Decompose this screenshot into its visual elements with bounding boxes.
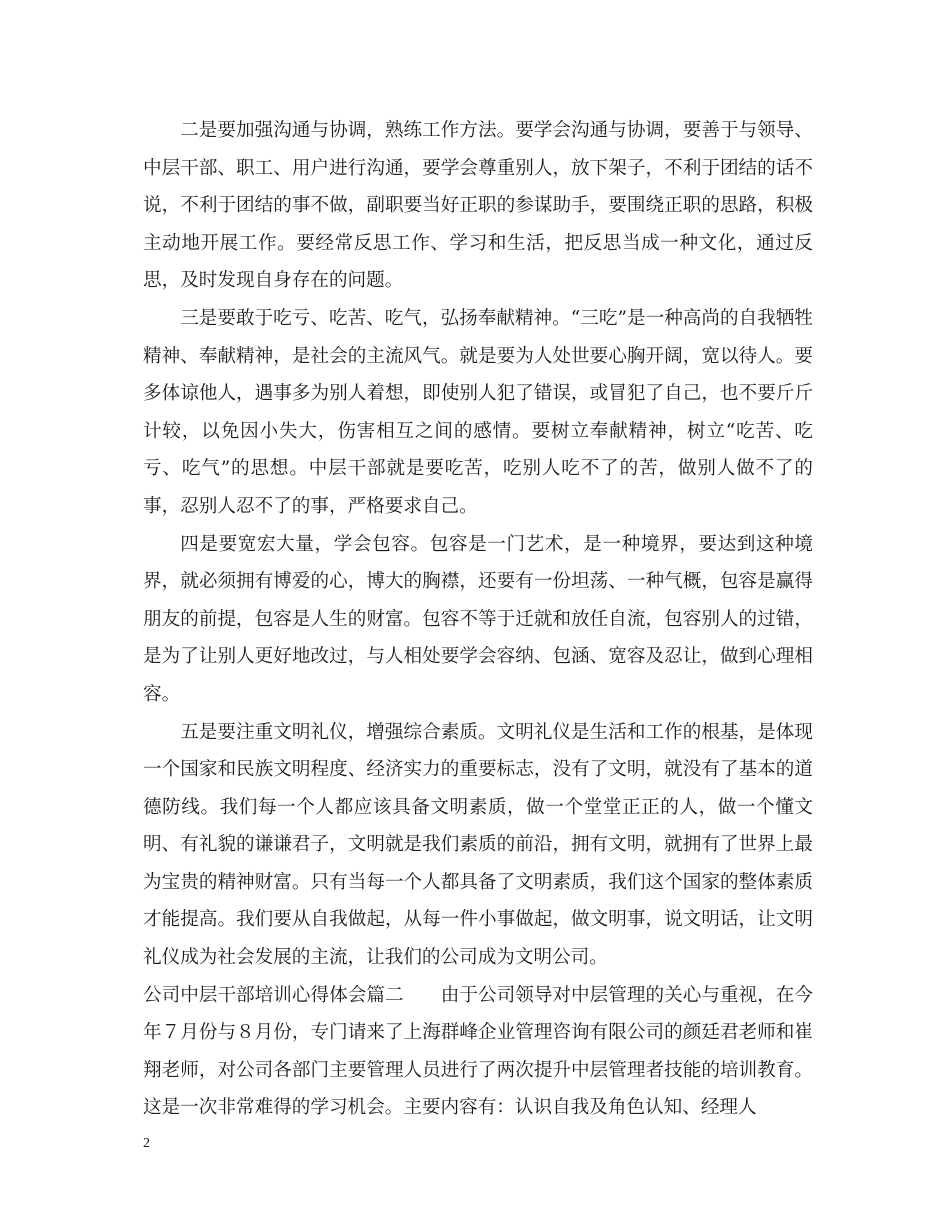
section-text: 由于公司领导对中层管理的关心与重视，在今年７月份与８月份，专门请来了上海群峰企业管理咨询有限公司的颜廷君老师和崔翔老师，对公司各部门主要管理人员进行了两次提升中层管理者技能的培训教育。这是一次非常难得的学习机会。主要内容有：认识自我及角色认知、经理人 — [143, 984, 813, 1119]
section-title: 公司中层干部培训心得体会篇二 — [143, 984, 404, 1006]
paragraph-section-two — [143, 977, 813, 1127]
paragraph-communication: 二是要加强沟通与协调，熟练工作方法。要学会沟通与协调，要善于与领导、中层干部、职工、用户进行沟通，要学会尊重别人，放下架子，不利于团结的话不说，不利于团结的事不做，副职要当好正职的参谋助手，要围绕正职的思路，积极主动地开展工作。要经常反思工作、学习和生活，把反思当成一种文化，通过反思，及时发现自身存在的问题。 — [143, 120, 813, 292]
paragraph-sacrifice: 三是要敢于吃亏、吃苦、吃气，弘扬奉献精神。“三吃”是一种高尚的自我牺牲精神、奉献精神，是社会的主流风气。就是要为人处世要心胸开阔，宽以待人。要多体谅他人，遇事多为别人着想，即使别人犯了错误，或冒犯了自己，也不要斤斤计较，以免因小失大，伤害相互之间的感情。要树立奉献精神，树立“吃苦、吃亏、吃气”的思想。中层干部就是要吃苦，吃别人吃不了的苦，做别人做不了的事，忍别人忍不了的事，严格要求自己。 — [143, 307, 813, 517]
page-number: 2 — [143, 1136, 150, 1151]
paragraph-etiquette: 五是要注重文明礼仪，增强综合素质。文明礼仪是生活和工作的根基，是体现一个国家和民族文明程度、经济实力的重要标志，没有了文明，就没有了基本的道德防线。我们每一个人都应该具备文明素质，做一个堂堂正正的人，做一个懂文明、有礼貌的谦谦君子，文明就是我们素质的前沿，拥有文明，就拥有了世界上最为宝贵的精神财富。只有当每一个人都具备了文明素质，我们这个国家的整体素质才能提高。我们要从自我做起，从每一件小事做起，做文明事，说文明话，让文明礼仪成为社会发展的主流，让我们的公司成为文明公司。 — [143, 721, 813, 969]
paragraph-tolerance: 四是要宽宏大量，学会包容。包容是一门艺术，是一种境界，要达到这种境界，就必须拥有博爱的心，博大的胸襟，还要有一份坦荡、一种气概，包容是赢得朋友的前提，包容是人生的财富。包容不等于迁就和放任自流，包容别人的过错，是为了让别人更好地改过，与人相处要学会容纳、包涵、宽容及忍让，做到心理相容。 — [143, 533, 813, 705]
document-body — [143, 112, 813, 1127]
